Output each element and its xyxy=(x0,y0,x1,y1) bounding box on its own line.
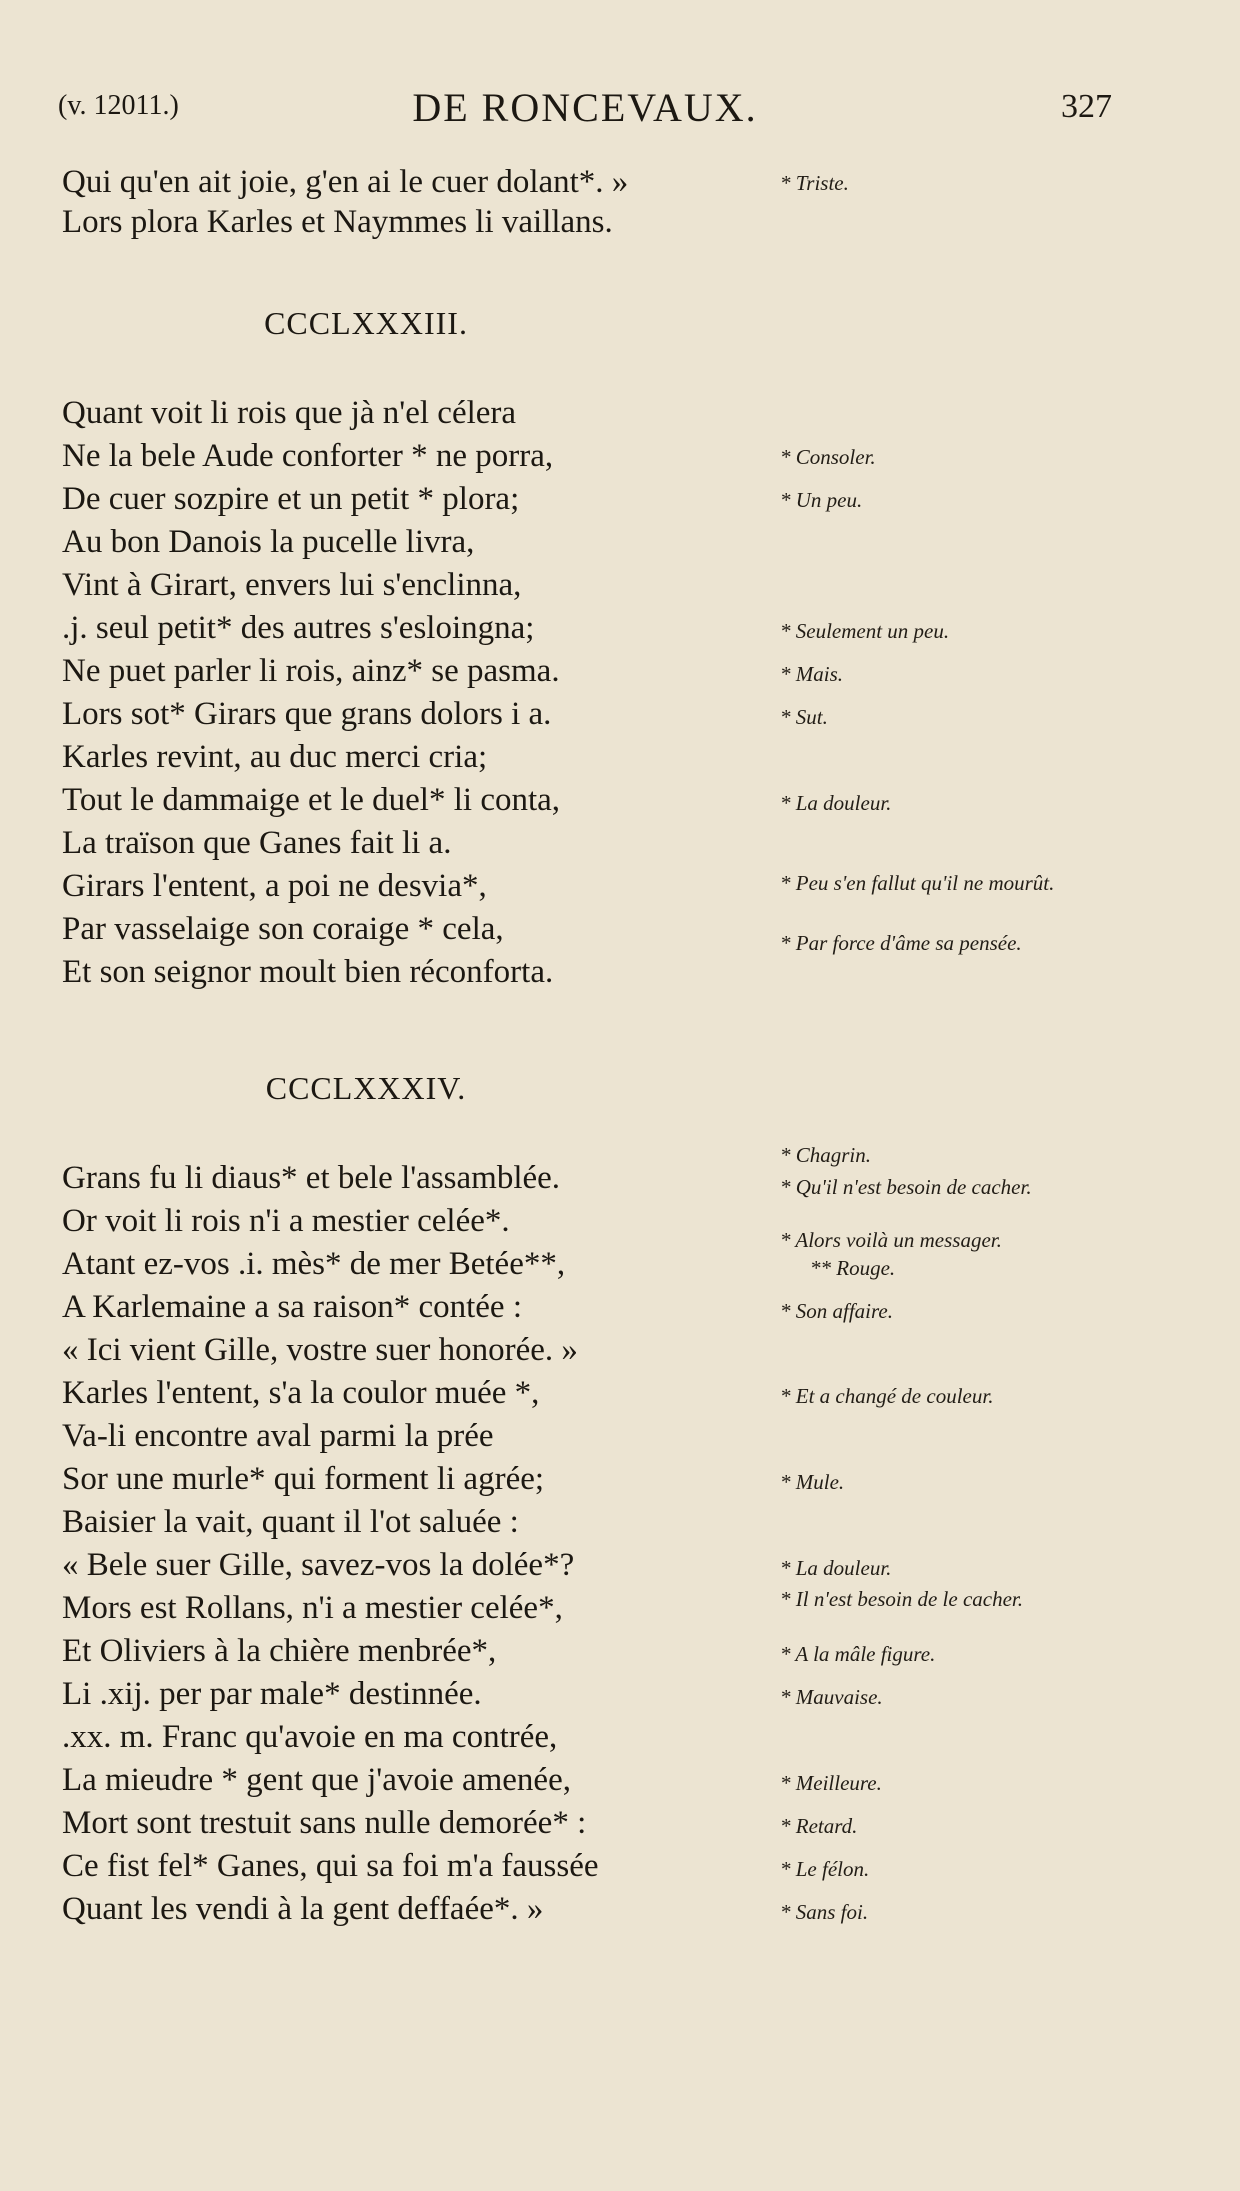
running-title: DE RONCEVAUX. xyxy=(412,85,758,130)
verse-line: Grans fu li diaus* et bele l'assamblée. xyxy=(62,1160,561,1196)
verse-line: Et son seignor moult bien réconforta. xyxy=(62,954,554,990)
verse-line: Tout le dammaige et le duel* li conta, xyxy=(62,782,561,818)
margin-gloss: * Et a changé de couleur. xyxy=(780,1384,994,1408)
verse-line: Ne la bele Aude conforter * ne porra, xyxy=(62,438,554,474)
page-number: 327 xyxy=(1061,88,1112,125)
verse-line: Karles revint, au duc merci cria; xyxy=(62,739,488,775)
margin-gloss: * Triste. xyxy=(780,171,849,195)
margin-gloss: * Le félon. xyxy=(780,1857,870,1881)
verse-line: A Karlemaine a sa raison* contée : xyxy=(62,1289,522,1325)
verse-line: Mors est Rollans, n'i a mestier celée*, xyxy=(62,1590,563,1626)
verse-line: Lors plora Karles et Naymmes li vaillans. xyxy=(62,204,613,240)
margin-gloss: * A la mâle figure. xyxy=(780,1642,936,1666)
verse-line: Li .xij. per par male* destinnée. xyxy=(62,1676,482,1712)
verse-line: Quant voit li rois que jà n'el célera xyxy=(62,395,517,431)
margin-gloss: * Qu'il n'est besoin de cacher. xyxy=(780,1175,1032,1199)
margin-gloss: * Par force d'âme sa pensée. xyxy=(780,931,1022,955)
margin-gloss: * Retard. xyxy=(780,1814,858,1838)
margin-gloss: * Mais. xyxy=(780,662,843,686)
verse-line: De cuer sozpire et un petit * plora; xyxy=(62,481,520,517)
margin-gloss: * Peu s'en fallut qu'il ne mourût. xyxy=(780,871,1055,895)
laisse-heading: CCCLXXXIV. xyxy=(265,1070,467,1106)
margin-gloss: * Son affaire. xyxy=(780,1299,893,1323)
verse-line: La traïson que Ganes fait li a. xyxy=(62,825,452,861)
verse-line: Girars l'entent, a poi ne desvia*, xyxy=(62,868,487,904)
verse-line: Mort sont trestuit sans nulle demorée* : xyxy=(62,1805,587,1841)
verse-line: Au bon Danois la pucelle livra, xyxy=(62,524,475,560)
verse-line: La mieudre * gent que j'avoie amenée, xyxy=(62,1762,571,1798)
verse-line: Sor une murle* qui forment li agrée; xyxy=(62,1461,545,1497)
margin-gloss: * Mauvaise. xyxy=(780,1685,883,1709)
margin-gloss: * Alors voilà un messager. xyxy=(780,1228,1002,1252)
margin-gloss: * Il n'est besoin de le cacher. xyxy=(780,1587,1024,1611)
verse-line: Quant les vendi à la gent deffaée*. » xyxy=(62,1891,544,1927)
verse-line: Ne puet parler li rois, ainz* se pasma. xyxy=(62,653,560,689)
margin-gloss: ** Rouge. xyxy=(810,1256,896,1280)
verse-line: Karles l'entent, s'a la coulor muée *, xyxy=(62,1375,540,1411)
running-header xyxy=(58,84,1112,134)
margin-gloss: * Chagrin. xyxy=(780,1143,872,1167)
laisse-heading: CCCLXXXIII. xyxy=(264,305,468,341)
verse-line: Vint à Girart, envers lui s'enclinna, xyxy=(62,567,522,603)
margin-gloss: * Un peu. xyxy=(780,488,863,512)
verse-line: Lors sot* Girars que grans dolors i a. xyxy=(62,696,552,732)
margin-gloss: * Seulement un peu. xyxy=(780,619,950,643)
margin-gloss: * Consoler. xyxy=(780,445,876,469)
verse-line: Ce fist fel* Ganes, qui sa foi m'a faussée xyxy=(62,1848,599,1884)
verse-line: Par vasselaige son coraige * cela, xyxy=(62,911,504,947)
verse-line: Et Oliviers à la chière menbrée*, xyxy=(62,1633,497,1669)
verse-line: Va-li encontre aval parmi la prée xyxy=(62,1418,494,1454)
verse-line: Atant ez-vos .i. mès* de mer Betée**, xyxy=(62,1246,566,1282)
verse-reference: (v. 12011.) xyxy=(58,90,179,121)
verse-line: « Bele suer Gille, savez-vos la dolée*? xyxy=(62,1547,575,1583)
verse-line: .j. seul petit* des autres s'esloingna; xyxy=(62,610,535,646)
verse-line: .xx. m. Franc qu'avoie en ma contrée, xyxy=(62,1719,558,1755)
margin-gloss: * La douleur. xyxy=(780,1556,892,1580)
margin-gloss: * Meilleure. xyxy=(780,1771,882,1795)
margin-gloss: * Sans foi. xyxy=(780,1900,869,1924)
verse-line: Qui qu'en ait joie, g'en ai le cuer dolant*. » xyxy=(62,164,629,200)
verse-line: « Ici vient Gille, vostre suer honorée. » xyxy=(62,1332,578,1368)
verse-line: Or voit li rois n'i a mestier celée*. xyxy=(62,1203,510,1239)
margin-gloss: * La douleur. xyxy=(780,791,892,815)
verse-line: Baisier la vait, quant il l'ot saluée : xyxy=(62,1504,519,1540)
margin-gloss: * Mule. xyxy=(780,1470,845,1494)
margin-gloss: * Sut. xyxy=(780,705,828,729)
